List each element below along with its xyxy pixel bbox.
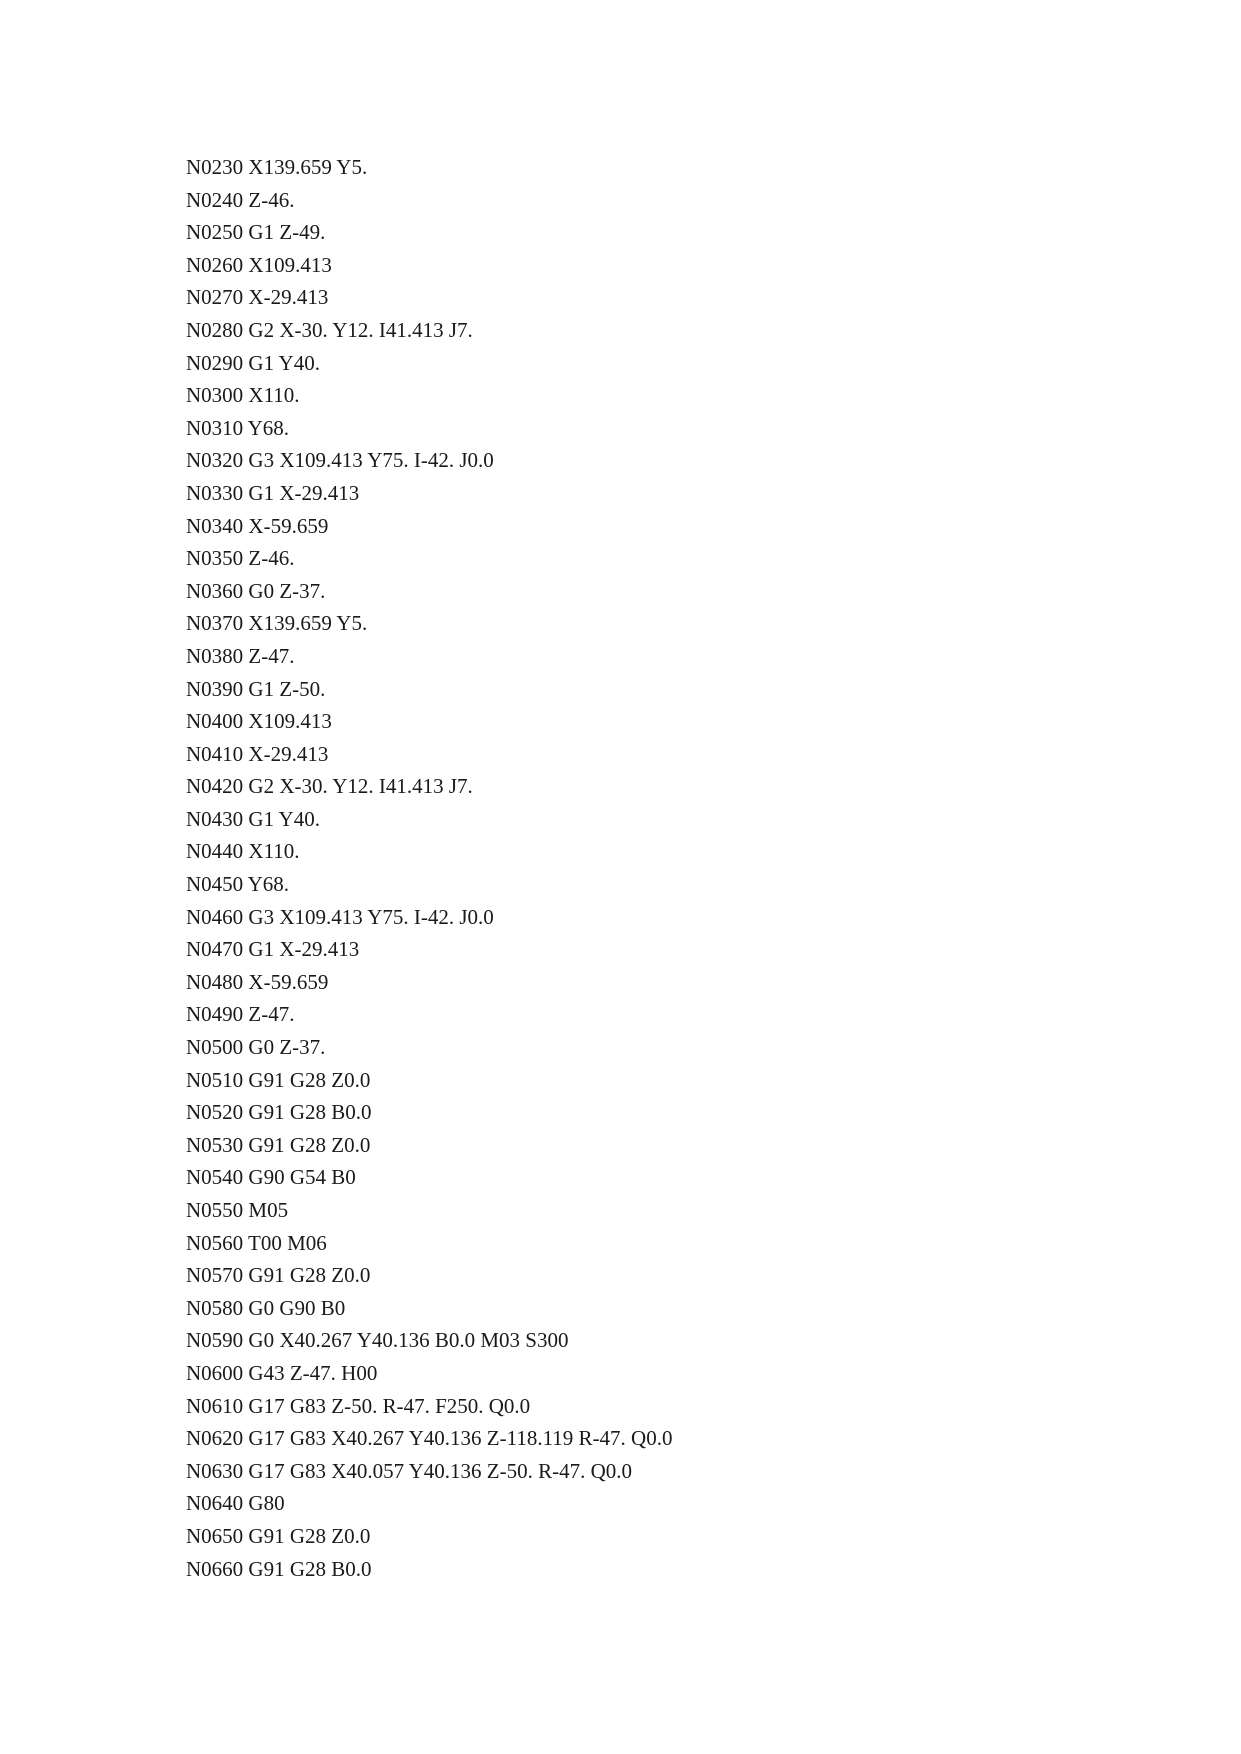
code-line: N0570 G91 G28 Z0.0 — [186, 1263, 371, 1288]
code-line: N0360 G0 Z-37. — [186, 578, 326, 603]
code-line: N0500 G0 Z-37. — [186, 1035, 326, 1060]
code-line: N0300 X110. — [186, 383, 300, 408]
code-line: N0440 X110. — [186, 839, 300, 864]
code-line: N0430 G1 Y40. — [186, 806, 320, 831]
code-line: N0400 X109.413 — [186, 709, 332, 734]
code-line: N0610 G17 G83 Z-50. R-47. F250. Q0.0 — [186, 1393, 531, 1418]
code-line: N0590 G0 X40.267 Y40.136 B0.0 M03 S300 — [186, 1328, 569, 1353]
code-line: N0580 G0 G90 B0 — [186, 1295, 346, 1320]
gcode-listing — [186, 151, 672, 1585]
code-line: N0420 G2 X-30. Y12. I41.413 J7. — [186, 774, 473, 799]
code-line: N0650 G91 G28 Z0.0 — [186, 1523, 371, 1548]
code-line: N0540 G90 G54 B0 — [186, 1165, 356, 1190]
code-line: N0380 Z-47. — [186, 643, 295, 668]
code-line: N0520 G91 G28 B0.0 — [186, 1100, 372, 1125]
code-line: N0240 Z-46. — [186, 187, 295, 212]
code-line: N0480 X-59.659 — [186, 969, 329, 994]
code-line: N0550 M05 — [186, 1198, 289, 1222]
code-line: N0660 G91 G28 B0.0 — [186, 1556, 372, 1581]
code-line: N0250 G1 Z-49. — [186, 220, 326, 245]
code-line: N0390 G1 Z-50. — [186, 676, 326, 701]
code-line: N0330 G1 X-29.413 — [186, 480, 360, 505]
code-line: N0370 X139.659 Y5. — [186, 611, 368, 636]
code-line: N0630 G17 G83 X40.057 Y40.136 Z-50. R-47. Q0.0 — [186, 1458, 633, 1483]
code-line: N0600 G43 Z-47. H00 — [186, 1360, 378, 1385]
code-line: N0410 X-29.413 — [186, 741, 329, 766]
code-line: N0470 G1 X-29.413 — [186, 937, 360, 962]
code-line: N0280 G2 X-30. Y12. I41.413 J7. — [186, 317, 473, 342]
code-line: N0230 X139.659 Y5. — [186, 155, 368, 179]
code-line: N0490 Z-47. — [186, 1002, 295, 1027]
code-line: N0310 Y68. — [186, 415, 290, 440]
code-line: N0270 X-29.413 — [186, 285, 329, 310]
code-line: N0290 G1 Y40. — [186, 350, 320, 375]
code-line: N0320 G3 X109.413 Y75. I-42. J0.0 — [186, 448, 494, 473]
code-line: N0350 Z-46. — [186, 546, 295, 571]
code-line: N0640 G80 — [186, 1491, 285, 1516]
code-line: N0530 G91 G28 Z0.0 — [186, 1132, 371, 1157]
code-line: N0450 Y68. — [186, 872, 290, 897]
code-line: N0340 X-59.659 — [186, 513, 329, 538]
code-line: N0460 G3 X109.413 Y75. I-42. J0.0 — [186, 904, 494, 929]
code-line: N0560 T00 M06 — [186, 1230, 327, 1255]
code-line: N0620 G17 G83 X40.267 Y40.136 Z-118.119 R-47. Q0.0 — [186, 1426, 673, 1451]
code-line: N0510 G91 G28 Z0.0 — [186, 1067, 371, 1092]
code-line: N0260 X109.413 — [186, 252, 332, 277]
